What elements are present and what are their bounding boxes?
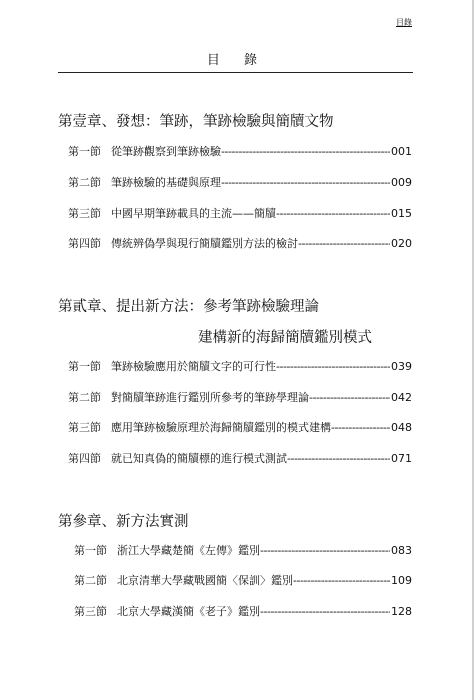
- dot-leader: [260, 605, 390, 618]
- page-number: 039: [391, 360, 412, 373]
- page-number: 009: [391, 176, 412, 189]
- title-divider: [58, 72, 413, 73]
- section-number: 第三節: [74, 605, 107, 618]
- section-title: 對簡牘筆跡進行鑑別所參考的筆跡學理論: [111, 391, 309, 404]
- toc-entry-2-1[interactable]: [68, 358, 412, 374]
- dot-leader: [331, 421, 390, 434]
- running-header: 目錄: [396, 18, 412, 27]
- section-title: 北京大學藏漢簡《老子》鑑別: [117, 605, 260, 618]
- section-title: 從筆跡觀察到筆跡檢驗: [111, 145, 221, 158]
- toc-entry-2-4[interactable]: [68, 450, 412, 466]
- section-number: 第二節: [68, 176, 101, 189]
- section-title: 傳統辨偽學與現行簡牘鑑別方法的檢討: [111, 237, 298, 250]
- section-title: 北京清華大學藏戰國簡〈保訓〉鑑別: [117, 574, 293, 587]
- section-title: 就已知真偽的簡牘標的進行模式測試: [111, 452, 287, 465]
- section-title: 筆跡檢驗應用於簡牘文字的可行性: [111, 360, 276, 373]
- dot-leader: [298, 237, 390, 250]
- toc-entry-1-2[interactable]: [68, 174, 412, 190]
- dot-leader: [276, 207, 390, 220]
- page-number: 015: [391, 207, 412, 220]
- section-title: 浙江大學藏楚簡《左傳》鑑別: [117, 544, 260, 557]
- chapter-2-heading[interactable]: 第貳章、提出新方法：參考筆跡檢驗理論: [58, 299, 319, 315]
- section-number: 第一節: [68, 145, 101, 158]
- dot-leader: [287, 452, 390, 465]
- section-number: 第二節: [74, 574, 107, 587]
- page-number: 042: [391, 391, 412, 404]
- dot-leader: [260, 544, 390, 557]
- page-number: 048: [391, 421, 412, 434]
- chapter-1-heading[interactable]: 第壹章、發想：筆跡，筆跡檢驗與簡牘文物: [58, 114, 334, 130]
- toc-entry-2-2[interactable]: [68, 389, 412, 405]
- toc-entry-3-3[interactable]: [74, 603, 412, 619]
- section-title: 筆跡檢驗的基礎與原理: [111, 176, 221, 189]
- page-number: 083: [391, 544, 412, 557]
- section-title: 中國早期筆跡載具的主流——簡牘: [111, 207, 276, 220]
- page-number: 109: [391, 574, 412, 587]
- toc-entry-1-1[interactable]: [68, 143, 412, 159]
- toc-entry-2-3[interactable]: [68, 419, 412, 435]
- toc-entry-3-2[interactable]: [74, 572, 412, 588]
- dot-leader: [276, 360, 390, 373]
- dot-leader: [221, 176, 390, 189]
- page-number: 001: [391, 145, 412, 158]
- section-number: 第三節: [68, 421, 101, 434]
- page-number: 071: [391, 452, 412, 465]
- page-title: 目 錄: [206, 53, 268, 68]
- page-number: 128: [391, 605, 412, 618]
- page-number: 020: [391, 237, 412, 250]
- section-number: 第四節: [68, 452, 101, 465]
- dot-leader: [309, 391, 390, 404]
- toc-entry-3-1[interactable]: [74, 542, 412, 558]
- section-number: 第四節: [68, 237, 101, 250]
- chapter-3-heading[interactable]: 第參章、新方法實測: [58, 514, 189, 530]
- section-title: 應用筆跡檢驗原理於海歸簡牘鑑別的模式建構: [111, 421, 331, 434]
- toc-entry-1-3[interactable]: [68, 205, 412, 221]
- dot-leader: [293, 574, 390, 587]
- toc-entry-1-4[interactable]: [68, 235, 412, 251]
- section-number: 第一節: [68, 360, 101, 373]
- chapter-2-heading-line2[interactable]: 建構新的海歸簡牘鑑別模式: [198, 330, 372, 346]
- section-number: 第一節: [74, 544, 107, 557]
- dot-leader: [221, 145, 390, 158]
- section-number: 第三節: [68, 207, 101, 220]
- section-number: 第二節: [68, 391, 101, 404]
